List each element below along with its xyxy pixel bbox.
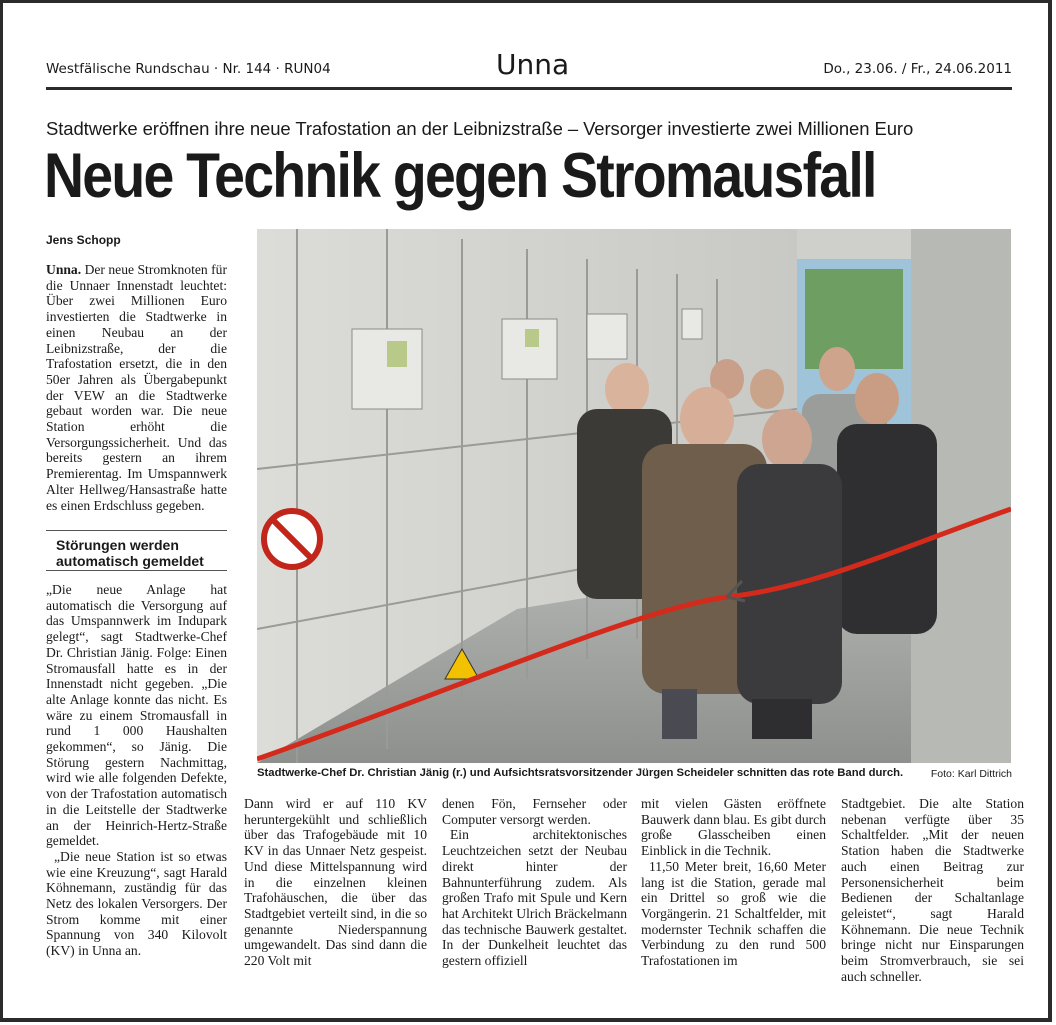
col5-paragraph-1: Stadtgebiet. Die alte Station nebenan verfügte über 35 Schaltfelder. „Mit der neuen Station haben die Stadtwerke auch einen Beitrag zur Personensicherheit beim Bedienen der Schaltanlage geleistet“, sagt Harald Köhnemann. Die neue Technik bringe nicht nur Einsparungen beim Stromverbrauch, sie sei auch schneller. xyxy=(841,796,1024,984)
article-byline: Jens Schopp xyxy=(46,233,121,247)
article-headline: Neue Technik gegen Stromausfall xyxy=(44,141,876,211)
col3-paragraph-1: denen Fön, Fernseher oder Computer versorgt werden. xyxy=(442,796,627,827)
col1-paragraph-2: „Die neue Station ist so etwas wie eine Kreuzung“, sagt Harald Köhnemann, zuständig für das Netz des lokalen Versorgers. Der Strom komme mit einer Spannung von 340 Kilovolt (KV) in Unna an. xyxy=(46,848,227,959)
lead-text: Der neue Stromknoten für die Unnaer Innenstadt leuchtet: Über zwei Millionen Euro investierten die Stadtwerke in einen Neubau an der Leibnizstraße, der die Trafostation ersetzt, die in den 50er Jahren als Übergabepunkt der VEW an die Stadtwerke gebaut worden war. Die neue Station erhöht die Versorgungssicherheit. Und das bereits gestern an ihrem Premierentag. Im Umspannwerk Alter Hellweg/Hansastraße hatte es einen Erdschluss gegeben. xyxy=(46,262,227,513)
column-5-body xyxy=(841,796,1024,984)
photo-illustration xyxy=(257,229,1011,763)
section-title: Unna xyxy=(496,48,570,81)
publication-info: Westfälische Rundschau · Nr. 144 · RUN04 xyxy=(46,61,331,77)
photo-caption: Stadtwerke-Chef Dr. Christian Jänig (r.) und Aufsichtsratsvorsitzender Jürgen Scheideler schnitten das rote Band durch. xyxy=(257,767,904,779)
col2-paragraph-1: Dann wird er auf 110 KV heruntergekühlt und schließlich über das Trafogebäude mit 10 KV in das Unnaer Netz gespeist. Und diese Mittelspannung wird in die einzelnen kleinen Trafohäuschen, die über das Stadtgebiet verteilt sind, in die so genannte Niederspannung umgewandelt. Das sind dann die 220 Volt mit xyxy=(244,796,427,969)
subheading-rule xyxy=(46,570,227,571)
subheading: Störungen werden automatisch gemeldet xyxy=(46,530,227,569)
col3-paragraph-2: Ein architektonisches Leuchtzeichen setzt der Neubau direkt hinter der Bahnunterführung zudem. Als großen Trafo mit Spule und Kern hat Architekt Ulrich Bräckelmann das technische Bauwerk gestaltet. In der Dunkelheit leuchtet das gestern offiziell xyxy=(442,827,627,969)
column-4-body xyxy=(641,796,826,969)
issue-date: Do., 23.06. / Fr., 24.06.2011 xyxy=(823,61,1012,77)
column-1-body xyxy=(46,582,227,959)
article-photo xyxy=(257,229,1011,763)
header-rule xyxy=(46,87,1012,90)
col4-paragraph-2: 11,50 Meter breit, 16,60 Meter lang ist die Station, gerade mal ein Drittel so groß wie die Vorgängerin. 21 Schaltfelder, mit modernster Technik schaffen die Verbindung zu den rund 500 Trafostationen im xyxy=(641,858,826,969)
column-2-body xyxy=(244,796,427,969)
col1-paragraph-1: „Die neue Anlage hat automatisch die Versorgung auf das Umspannwerk im Indupark gelegt“, sagt Stadtwerke-Chef Dr. Christian Jänig. Folge: Einen Stromausfall hatte es in der Innenstadt nicht gegeben. „Die alte Anlage konnte das nicht. Es wäre zu einem Stromausfall in rund 1 000 Haushalten gekommen“, so Jänig. Die Störung gestern Nachmittag, wird wie alle folgenden Defekte, von der Trafostation automatisch in die Leitstelle der Stadtwerke an der Heinrich-Hertz-Straße gemeldet. xyxy=(46,582,227,849)
page-header xyxy=(46,48,1012,90)
col4-paragraph-1: mit vielen Gästen eröffnete Bauwerk dann blau. Es gibt durch große Glasscheiben einen Einblick in die Technik. xyxy=(641,796,826,859)
lead-paragraph xyxy=(46,262,227,513)
dateline: Unna. xyxy=(46,262,82,277)
photo-credit: Foto: Karl Dittrich xyxy=(930,768,1012,780)
column-3-body xyxy=(442,796,627,969)
article-kicker: Stadtwerke eröffnen ihre neue Trafostation an der Leibnizstraße – Versorger investierte zwei Millionen Euro xyxy=(46,118,914,139)
